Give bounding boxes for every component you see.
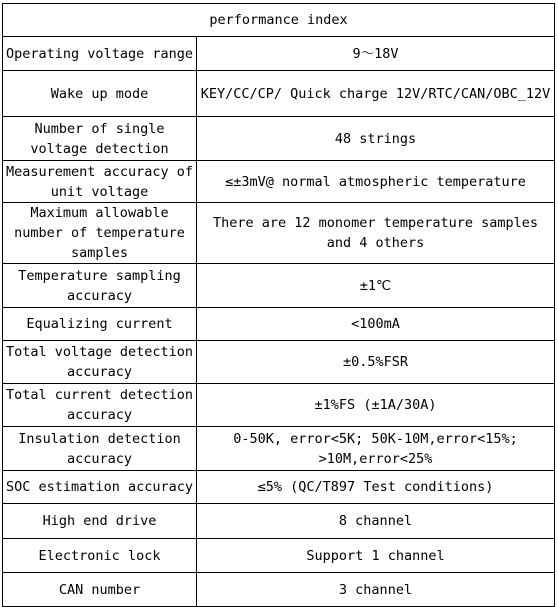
table-row xyxy=(3,264,555,308)
row-value: ±0.5%FSR xyxy=(197,341,555,384)
row-value: 9～18V xyxy=(197,37,555,71)
table-row xyxy=(3,539,555,573)
row-value: ≤5% (QC/T897 Test conditions) xyxy=(197,471,555,504)
row-value: Support 1 channel xyxy=(197,539,555,573)
row-label: Temperature sampling accuracy xyxy=(3,264,197,308)
table-row xyxy=(3,573,555,607)
row-value: <100mA xyxy=(197,308,555,341)
row-label: Electronic lock xyxy=(3,539,197,573)
row-value: ≤±3mV@ normal atmospheric temperature xyxy=(197,161,555,203)
row-value: KEY/CC/CP/ Quick charge 12V/RTC/CAN/OBC_12V xyxy=(197,71,555,117)
row-label: Operating voltage range xyxy=(3,37,197,71)
row-label: Number of single voltage detection xyxy=(3,117,197,161)
table-row xyxy=(3,161,555,203)
table-row xyxy=(3,471,555,504)
table-row xyxy=(3,37,555,71)
row-label: Measurement accuracy of unit voltage xyxy=(3,161,197,203)
row-value: ±1℃ xyxy=(197,264,555,308)
table-header-row xyxy=(3,4,555,37)
row-value: 48 strings xyxy=(197,117,555,161)
table-title: performance index xyxy=(3,4,555,37)
row-value: 8 channel xyxy=(197,504,555,539)
table-row xyxy=(3,117,555,161)
table-row xyxy=(3,427,555,471)
row-label: Equalizing current xyxy=(3,308,197,341)
table-row xyxy=(3,203,555,264)
row-label: Total current detection accuracy xyxy=(3,384,197,427)
row-label: Insulation detection accuracy xyxy=(3,427,197,471)
table-row xyxy=(3,384,555,427)
table-row xyxy=(3,71,555,117)
row-label: High end drive xyxy=(3,504,197,539)
table-row xyxy=(3,308,555,341)
row-label: Maximum allowable number of temperature samples xyxy=(3,203,197,264)
row-value: 0-50K, error<5K; 50K-10M,error<15%; >10M,error<25% xyxy=(197,427,555,471)
row-value: ±1%FS (±1A/30A) xyxy=(197,384,555,427)
performance-table xyxy=(2,3,555,607)
table-row xyxy=(3,504,555,539)
row-label: Wake up mode xyxy=(3,71,197,117)
row-label: CAN number xyxy=(3,573,197,607)
row-value: 3 channel xyxy=(197,573,555,607)
row-label: SOC estimation accuracy xyxy=(3,471,197,504)
table-row xyxy=(3,341,555,384)
row-value: There are 12 monomer temperature samples and 4 others xyxy=(197,203,555,264)
row-label: Total voltage detection accuracy xyxy=(3,341,197,384)
